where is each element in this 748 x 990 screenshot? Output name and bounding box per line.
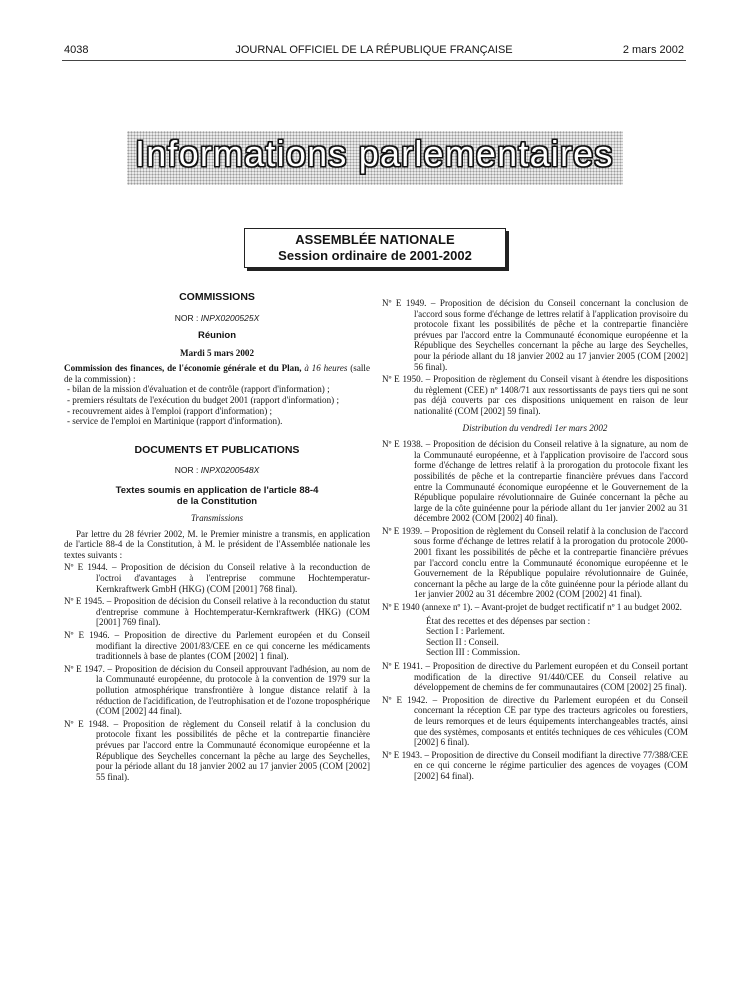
left-column [64,292,370,784]
document-item: Nº E 1945. – Proposition de décision du Conseil relative à la reconduction du statut d'entreprise commune à Hochtemperatur-Kernkraftwerk (HKG) (COM [2001] 769 final). [64,596,370,628]
banner-title: Informations parlementaires [135,133,614,174]
document-item: Nº E 1948. – Proposition de règlement du Conseil relatif à la conclusion du protocole fixant les possibilités de pêche et la contrepartie financière prévues par l'accord entre la Communauté économique européenne et la République des Seychelles concernant la pêche au large des Seychelles, pour la période allant du 18 janvier 2002 au 17 janvier 2005 (COM [2002] 55 final). [64,718,370,782]
nor-reference: NOR : INPX0200525X [174,312,260,323]
document-item: Nº E 1947. – Proposition de décision du Conseil approuvant l'adhésion, au nom de la Communauté européenne, du protocole à la convention de 1979 sur la pollution atmosphérique transfrontière à longue distance relatif à la réduction de l'acidification, de l'eutrophisation et de l'ozone troposphérique (COM [2002] 44 final). [64,663,370,717]
transmissions-heading: Transmissions [190,513,244,524]
document-item: Nº E 1939. – Proposition de règlement du Conseil relatif à la conclusion de l'accord sous forme d'échange de lettres relatif à la prorogation du protocole 2000-2001 fixant les possibilités de pêche et la contrepartie financière prévues par l'accord conclu entre la Communauté économique européenne et le Gouvernement de la République populaire révolutionnaire de Guinée, concernant la pêche au large de la côte guinéenne pour la période allant du 1er janvier 2002 au 31 décembre 2002 (COM [2002] 41 final). [382,525,688,600]
agenda-item: - recouvrement aides à l'emploi (rapport d'information) ; [67,405,273,416]
meeting-heading: Réunion [198,330,236,342]
commissions-title: COMMISSIONS [179,291,255,303]
assembly-box [244,228,506,268]
document-item: Nº E 1944. – Proposition de décision du Conseil relative à la reconduction de l'octroi d'avantages à l'entreprise commune Hochtemperatur-Kernkraftwerk GmbH (HKG) (COM [2001] 768 final). [64,562,370,594]
document-item: Nº E 1942. – Proposition de directive du Parlement européen et du Conseil concernant la réception CE par type des tracteurs agricoles ou forestiers, de leurs remorques et de leurs équipements interchangeables tractés, ainsi que des systèmes, composants et entités techniques de ces véhicules (COM [2002] 6 final). [382,694,688,748]
document-item: Nº E 1946. – Proposition de directive du Parlement européen et du Conseil modifiant la directive 2001/83/CEE en ce qui concerne les médicaments traditionnels à base de plantes (COM [2002] 1 final). [64,629,370,662]
budget-line: Section I : Parlement. [426,626,505,637]
meeting-date: Mardi 5 mars 2002 [179,347,254,358]
documents-title: DOCUMENTS ET PUBLICATIONS [134,443,300,456]
budget-line: Section III : Commission. [426,647,520,658]
commission-entry: Commission des finances, de l'économie générale et du Plan, à 16 heures (salle de la commission) : [64,363,370,384]
section-banner [127,131,623,185]
document-item: Nº E 1950. – Proposition de règlement du Conseil visant à étendre les dispositions du règlement (CEE) nº 1408/71 aux ressortissants de pays tiers qui ne sont pas déjà couverts par ces dispositions uniquement en raison de leur nationalité (COM [2002] 59 final). [382,374,688,416]
budget-section-list [382,616,688,658]
agenda-item: - bilan de la mission d'évaluation et de contrôle (rapport d'information) ; [67,384,330,395]
budget-line: État des recettes et des dépenses par section : [426,615,591,626]
document-item: Nº E 1938. – Proposition de décision du Conseil relative à la signature, au nom de la Communauté européenne, et à l'application provisoire de l'accord sous forme d'échange de lettres relatif à la prorogation du protocole fixant les possibilités de pêche et la contrepartie financière prévues dans l'accord entre la Communauté économique européenne et le Gouvernement de la République populaire révolutionnaire de Guinée concernant la pêche au large de la côte guinéenne pour la période allant du 1er janvier 2002 au 31 décembre 2002 (COM [2002] 40 final). [382,439,688,524]
header-rule [62,60,686,61]
assembly-name: ASSEMBLÉE NATIONALE [295,232,455,247]
document-item: Nº E 1949. – Proposition de décision du Conseil concernant la conclusion de l'accord sous forme d'échange de lettres relatif à l'application provisoire du protocole fixant les possibilités de pêche et la contrepartie financière prévues par l'accord entre la Communauté économique européenne et la République des Seychelles concernant la pêche au large des Seychelles, pour la période allant du 18 janvier 2002 au 17 janvier 2005 (COM [2002] 56 final). [382,298,688,372]
documents-subtitle: Textes soumis en application de l'article 88-4 de la Constitution [115,485,319,507]
document-item: Nº E 1940 (annexe nº 1). – Avant-projet de budget rectificatif nº 1 au budget 2002. [382,602,682,613]
budget-line: Section II : Conseil. [426,636,499,647]
distribution-heading: Distribution du vendredi 1er mars 2002 [462,422,608,433]
journal-title: JOURNAL OFFICIEL DE LA RÉPUBLIQUE FRANÇAISE [235,44,513,56]
running-header [0,44,748,60]
document-item: Nº E 1941. – Proposition de directive du Parlement européen et du Conseil portant modification de la directive 91/440/CEE du Conseil relative au développement de chemins de fer communautaires (COM [2002] 25 final). [382,661,688,693]
agenda-item: - service de l'emploi en Martinique (rapport d'information). [67,416,283,427]
nor-reference: NOR : INPX0200548X [174,465,260,476]
page-number: 4038 [64,44,89,56]
right-column [382,298,688,784]
document-item: Nº E 1943. – Proposition de directive du Conseil modifiant la directive 77/388/CEE en ce qui concerne le régime particulier des agences de voyages (COM [2002] 64 final). [382,749,688,781]
agenda-item: - premiers résultats de l'exécution du budget 2001 (rapport d'information) ; [67,395,339,406]
intro-paragraph: Par lettre du 28 février 2002, M. le Premier ministre a transmis, en application de l'article 88-4 de la Constitution, à M. le président de l'Assemblée nationale les textes suivants : [64,528,370,560]
issue-date: 2 mars 2002 [622,44,684,56]
session-name: Session ordinaire de 2001-2002 [278,248,472,263]
